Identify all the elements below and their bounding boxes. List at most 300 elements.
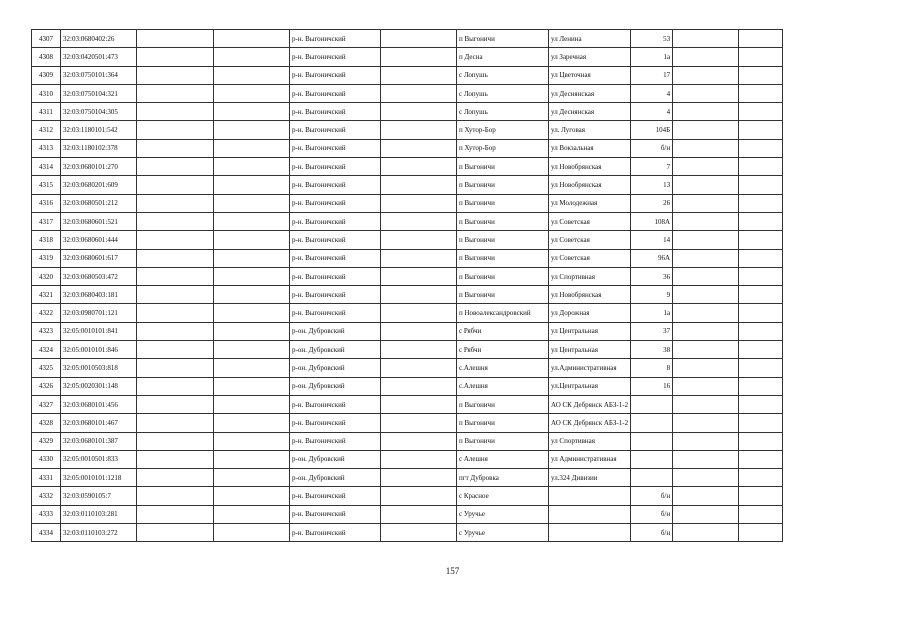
cell-cadastral-number: 32:05:0010501:833 [61, 450, 137, 468]
cell-empty [137, 322, 214, 340]
cell-empty [381, 359, 457, 377]
cell-empty [214, 48, 290, 66]
cell-empty [381, 103, 457, 121]
cell-row-number: 4319 [32, 249, 61, 267]
cell-district: р-н. Выгоничский [290, 524, 381, 542]
cell-empty [381, 505, 457, 523]
cell-street: ул Новобрянская [549, 286, 631, 304]
table-row [32, 286, 783, 304]
cell-empty [739, 66, 783, 84]
cell-empty [381, 450, 457, 468]
cell-empty [739, 176, 783, 194]
table-row [32, 158, 783, 176]
cell-street: ул Центральная [549, 341, 631, 359]
cell-cadastral-number: 32:03:1180102:378 [61, 139, 137, 157]
cell-row-number: 4320 [32, 267, 61, 285]
cell-house: 1а [631, 48, 673, 66]
cell-house: 16 [631, 377, 673, 395]
cell-empty [739, 432, 783, 450]
cell-district: р-н. Выгоничский [290, 103, 381, 121]
cell-locality: пгт Дубровка [457, 469, 549, 487]
cell-empty [214, 322, 290, 340]
cell-empty [381, 249, 457, 267]
cell-row-number: 4329 [32, 432, 61, 450]
cell-cadastral-number: 32:05:0020301:148 [61, 377, 137, 395]
table-row [32, 139, 783, 157]
cell-house: б/н [631, 139, 673, 157]
cell-empty [214, 84, 290, 102]
cell-empty [214, 487, 290, 505]
cell-empty [381, 469, 457, 487]
cell-cadastral-number: 32:03:0680101:456 [61, 395, 137, 413]
cell-empty [137, 341, 214, 359]
cell-house: 9 [631, 286, 673, 304]
cell-street: ул Советская [549, 231, 631, 249]
cell-locality: п Выгоничи [457, 395, 549, 413]
cell-empty [381, 432, 457, 450]
cell-empty [673, 450, 739, 468]
cell-row-number: 4327 [32, 395, 61, 413]
cell-locality: с Красное [457, 487, 549, 505]
cell-empty [137, 414, 214, 432]
cell-empty [137, 194, 214, 212]
cell-empty [739, 469, 783, 487]
cell-empty [673, 267, 739, 285]
table-row [32, 432, 783, 450]
cell-street: ул Молодежная [549, 194, 631, 212]
cell-district: р-н. Выгоничский [290, 505, 381, 523]
cell-locality: п Новоалександровский [457, 304, 549, 322]
cell-empty [381, 48, 457, 66]
cell-empty [214, 286, 290, 304]
cell-empty [214, 176, 290, 194]
cell-house: б/н [631, 487, 673, 505]
cell-street [549, 487, 631, 505]
cell-street: ул Деснянская [549, 84, 631, 102]
cell-cadastral-number: 32:03:0110103:272 [61, 524, 137, 542]
cell-row-number: 4307 [32, 30, 61, 48]
cell-street: ул Центральная [549, 322, 631, 340]
cell-house [631, 414, 673, 432]
cell-locality: с Рябчи [457, 341, 549, 359]
cell-row-number: 4331 [32, 469, 61, 487]
cell-empty [137, 212, 214, 230]
cell-empty [739, 48, 783, 66]
cell-locality: п Выгоничи [457, 158, 549, 176]
cell-district: р-н. Выгоничский [290, 139, 381, 157]
cell-empty [673, 286, 739, 304]
cell-district: р-н. Выгоничский [290, 286, 381, 304]
cell-empty [739, 304, 783, 322]
cell-empty [137, 286, 214, 304]
table-row [32, 84, 783, 102]
cell-empty [381, 414, 457, 432]
cell-empty [214, 158, 290, 176]
cell-row-number: 4313 [32, 139, 61, 157]
cell-empty [739, 286, 783, 304]
cell-empty [739, 414, 783, 432]
cell-empty [673, 322, 739, 340]
cell-cadastral-number: 32:03:0680601:617 [61, 249, 137, 267]
cell-row-number: 4324 [32, 341, 61, 359]
cell-cadastral-number: 32:03:0680201:609 [61, 176, 137, 194]
cell-locality: с Алешня [457, 450, 549, 468]
cell-empty [739, 505, 783, 523]
cell-street: ул Новобрянская [549, 158, 631, 176]
cell-street: ул Дорожная [549, 304, 631, 322]
cell-house: 104Б [631, 121, 673, 139]
cell-locality: п Выгоничи [457, 414, 549, 432]
cell-house: б/н [631, 524, 673, 542]
cell-house: б/н [631, 505, 673, 523]
cell-locality: п Выгоничи [457, 212, 549, 230]
cell-empty [673, 121, 739, 139]
cell-empty [137, 231, 214, 249]
table-row [32, 359, 783, 377]
cell-house: 36 [631, 267, 673, 285]
cell-house: 14 [631, 231, 673, 249]
table-row [32, 176, 783, 194]
cell-empty [739, 341, 783, 359]
table-row [32, 395, 783, 413]
cell-locality: п Выгоничи [457, 30, 549, 48]
cell-empty [739, 322, 783, 340]
cell-empty [739, 231, 783, 249]
cell-empty [214, 450, 290, 468]
table-row [32, 450, 783, 468]
table-row [32, 377, 783, 395]
cell-street: ул Спортивная [549, 267, 631, 285]
table-row [32, 212, 783, 230]
cell-street: ул.Административная [549, 359, 631, 377]
cell-empty [137, 103, 214, 121]
cell-cadastral-number: 32:03:0590105:7 [61, 487, 137, 505]
cell-empty [739, 359, 783, 377]
table-row [32, 469, 783, 487]
cell-empty [214, 469, 290, 487]
cell-district: р-он. Дубровский [290, 341, 381, 359]
cell-locality: п Десна [457, 48, 549, 66]
cell-empty [673, 176, 739, 194]
cell-row-number: 4308 [32, 48, 61, 66]
cell-district: р-н. Выгоничский [290, 194, 381, 212]
cell-locality: с.Алешня [457, 377, 549, 395]
cell-row-number: 4330 [32, 450, 61, 468]
cell-street: ул Заречная [549, 48, 631, 66]
cell-empty [381, 304, 457, 322]
cell-row-number: 4315 [32, 176, 61, 194]
cell-locality: п Выгоничи [457, 176, 549, 194]
cell-district: р-он. Дубровский [290, 377, 381, 395]
cell-district: р-н. Выгоничский [290, 176, 381, 194]
cell-cadastral-number: 32:03:0980701:121 [61, 304, 137, 322]
cell-street: АО СК Дебрянск АБЗ-1-2 [549, 414, 631, 432]
cell-district: р-н. Выгоничский [290, 249, 381, 267]
cell-street: ул.Центральная [549, 377, 631, 395]
cell-locality: п Хутор-Бор [457, 139, 549, 157]
cell-district: р-н. Выгоничский [290, 48, 381, 66]
cell-empty [137, 249, 214, 267]
cell-district: р-он. Дубровский [290, 322, 381, 340]
cell-district: р-н. Выгоничский [290, 267, 381, 285]
cell-empty [137, 505, 214, 523]
cell-empty [381, 286, 457, 304]
cell-street: АО СК Дебрянск АБЗ-1-2 [549, 395, 631, 413]
cell-empty [137, 267, 214, 285]
cell-empty [673, 158, 739, 176]
cell-empty [739, 249, 783, 267]
cell-empty [381, 377, 457, 395]
cell-empty [381, 341, 457, 359]
cell-locality: с Уручье [457, 524, 549, 542]
cell-district: р-н. Выгоничский [290, 487, 381, 505]
table-row [32, 231, 783, 249]
cell-empty [137, 30, 214, 48]
cell-empty [381, 30, 457, 48]
cell-house [631, 450, 673, 468]
cell-district: р-н. Выгоничский [290, 231, 381, 249]
cell-row-number: 4328 [32, 414, 61, 432]
cell-empty [137, 48, 214, 66]
cell-cadastral-number: 32:03:0680503:472 [61, 267, 137, 285]
cell-street: ул Советская [549, 249, 631, 267]
cell-empty [137, 469, 214, 487]
cell-empty [673, 304, 739, 322]
cell-empty [673, 432, 739, 450]
table-row [32, 267, 783, 285]
cell-street: ул Ленина [549, 30, 631, 48]
cell-empty [739, 267, 783, 285]
cell-empty [739, 487, 783, 505]
cell-district: р-он. Дубровский [290, 359, 381, 377]
cell-house: 38 [631, 341, 673, 359]
cell-empty [214, 524, 290, 542]
cell-street: ул Спортивная [549, 432, 631, 450]
table-row [32, 103, 783, 121]
cell-locality: с Лопушь [457, 103, 549, 121]
cell-empty [739, 158, 783, 176]
cell-empty [739, 395, 783, 413]
cell-house [631, 395, 673, 413]
cell-district: р-н. Выгоничский [290, 395, 381, 413]
page-number: 157 [445, 566, 460, 576]
cell-empty [381, 322, 457, 340]
cell-cadastral-number: 32:03:0750104:321 [61, 84, 137, 102]
table-row [32, 487, 783, 505]
cell-district: р-он. Дубровский [290, 469, 381, 487]
cell-house [631, 432, 673, 450]
cell-empty [673, 377, 739, 395]
cell-house: 13 [631, 176, 673, 194]
cell-house: 4 [631, 103, 673, 121]
cell-empty [673, 359, 739, 377]
cell-row-number: 4310 [32, 84, 61, 102]
cell-cadastral-number: 32:05:0010101:841 [61, 322, 137, 340]
table-row [32, 194, 783, 212]
cell-district: р-н. Выгоничский [290, 414, 381, 432]
cell-locality: п Выгоничи [457, 432, 549, 450]
cell-empty [739, 103, 783, 121]
cell-locality: п Хутор-Бор [457, 121, 549, 139]
cell-empty [739, 450, 783, 468]
cell-row-number: 4323 [32, 322, 61, 340]
cell-empty [739, 194, 783, 212]
cell-cadastral-number: 32:03:0680403:181 [61, 286, 137, 304]
cell-street: ул Административная [549, 450, 631, 468]
cell-house: 37 [631, 322, 673, 340]
records-table-body [32, 30, 783, 542]
cell-empty [381, 66, 457, 84]
cell-district: р-н. Выгоничский [290, 30, 381, 48]
cell-row-number: 4314 [32, 158, 61, 176]
cell-empty [137, 395, 214, 413]
cell-street: ул Деснянская [549, 103, 631, 121]
cell-empty [214, 194, 290, 212]
cell-street: ул Вокзальная [549, 139, 631, 157]
cell-empty [673, 194, 739, 212]
cell-empty [214, 30, 290, 48]
cell-district: р-н. Выгоничский [290, 158, 381, 176]
cell-street: ул Советская [549, 212, 631, 230]
cell-empty [381, 487, 457, 505]
cell-empty [673, 414, 739, 432]
cell-empty [381, 267, 457, 285]
cell-house: 53 [631, 30, 673, 48]
table-row [32, 304, 783, 322]
cell-empty [214, 414, 290, 432]
cell-empty [381, 212, 457, 230]
table-row [32, 341, 783, 359]
cell-empty [214, 103, 290, 121]
cell-house: 17 [631, 66, 673, 84]
cell-empty [673, 469, 739, 487]
cell-cadastral-number: 32:03:0750101:364 [61, 66, 137, 84]
cell-empty [673, 487, 739, 505]
cell-row-number: 4332 [32, 487, 61, 505]
cell-row-number: 4325 [32, 359, 61, 377]
cell-empty [214, 267, 290, 285]
cell-cadastral-number: 32:03:0680601:521 [61, 212, 137, 230]
cell-district: р-н. Выгоничский [290, 66, 381, 84]
cell-empty [381, 524, 457, 542]
cell-empty [673, 139, 739, 157]
cell-empty [673, 30, 739, 48]
cell-cadastral-number: 32:05:0010503:818 [61, 359, 137, 377]
cell-empty [673, 84, 739, 102]
cell-empty [214, 341, 290, 359]
cell-empty [214, 121, 290, 139]
cell-empty [673, 66, 739, 84]
cell-row-number: 4309 [32, 66, 61, 84]
cell-empty [739, 139, 783, 157]
cell-row-number: 4333 [32, 505, 61, 523]
table-row [32, 414, 783, 432]
cell-empty [214, 505, 290, 523]
cell-empty [739, 84, 783, 102]
cell-cadastral-number: 32:03:0680101:387 [61, 432, 137, 450]
cell-empty [137, 359, 214, 377]
cell-empty [673, 524, 739, 542]
table-row [32, 30, 783, 48]
cell-empty [739, 524, 783, 542]
cell-row-number: 4311 [32, 103, 61, 121]
cell-house: 96А [631, 249, 673, 267]
cell-house: 26 [631, 194, 673, 212]
cell-row-number: 4322 [32, 304, 61, 322]
cell-locality: п Выгоничи [457, 267, 549, 285]
cell-house [631, 469, 673, 487]
table-row [32, 322, 783, 340]
table-row [32, 524, 783, 542]
cell-empty [381, 84, 457, 102]
cell-empty [673, 231, 739, 249]
cell-row-number: 4326 [32, 377, 61, 395]
cell-empty [137, 304, 214, 322]
cell-empty [739, 377, 783, 395]
cell-empty [673, 103, 739, 121]
cell-cadastral-number: 32:03:1180101:542 [61, 121, 137, 139]
cell-district: р-он. Дубровский [290, 450, 381, 468]
cell-empty [381, 194, 457, 212]
cell-cadastral-number: 32:03:0420501:473 [61, 48, 137, 66]
cell-empty [214, 139, 290, 157]
cell-empty [381, 121, 457, 139]
cell-empty [137, 139, 214, 157]
cell-district: р-н. Выгоничский [290, 212, 381, 230]
cell-locality: п Выгоничи [457, 249, 549, 267]
cell-cadastral-number: 32:05:0010101:846 [61, 341, 137, 359]
cell-street: ул Цветочная [549, 66, 631, 84]
cell-empty [381, 139, 457, 157]
cell-house: 4 [631, 84, 673, 102]
cell-cadastral-number: 32:03:0750104:305 [61, 103, 137, 121]
cell-cadastral-number: 32:03:0680501:212 [61, 194, 137, 212]
cell-empty [214, 231, 290, 249]
cell-empty [137, 66, 214, 84]
cell-cadastral-number: 32:03:0680101:270 [61, 158, 137, 176]
cell-empty [214, 395, 290, 413]
cell-house: 7 [631, 158, 673, 176]
cell-street [549, 505, 631, 523]
cell-empty [137, 121, 214, 139]
cell-house: 1а [631, 304, 673, 322]
cell-cadastral-number: 32:05:0010101:1218 [61, 469, 137, 487]
cell-empty [214, 359, 290, 377]
cell-empty [214, 212, 290, 230]
cell-empty [673, 341, 739, 359]
cell-empty [214, 66, 290, 84]
cell-district: р-н. Выгоничский [290, 432, 381, 450]
cell-empty [214, 304, 290, 322]
cell-empty [673, 249, 739, 267]
cell-street: ул. Луговая [549, 121, 631, 139]
cell-row-number: 4321 [32, 286, 61, 304]
cell-district: р-н. Выгоничский [290, 84, 381, 102]
cell-locality: с Уручье [457, 505, 549, 523]
cell-locality: с Рябчи [457, 322, 549, 340]
cell-cadastral-number: 32:03:0680601:444 [61, 231, 137, 249]
cell-street: ул.324 Дивизии [549, 469, 631, 487]
cell-row-number: 4317 [32, 212, 61, 230]
cell-empty [137, 432, 214, 450]
cell-locality: с Лопушь [457, 84, 549, 102]
cell-locality: п Выгоничи [457, 194, 549, 212]
cell-empty [673, 395, 739, 413]
cell-street: ул Новобрянская [549, 176, 631, 194]
cell-locality: п Выгоничи [457, 286, 549, 304]
cell-empty [739, 30, 783, 48]
cell-house: 108А [631, 212, 673, 230]
